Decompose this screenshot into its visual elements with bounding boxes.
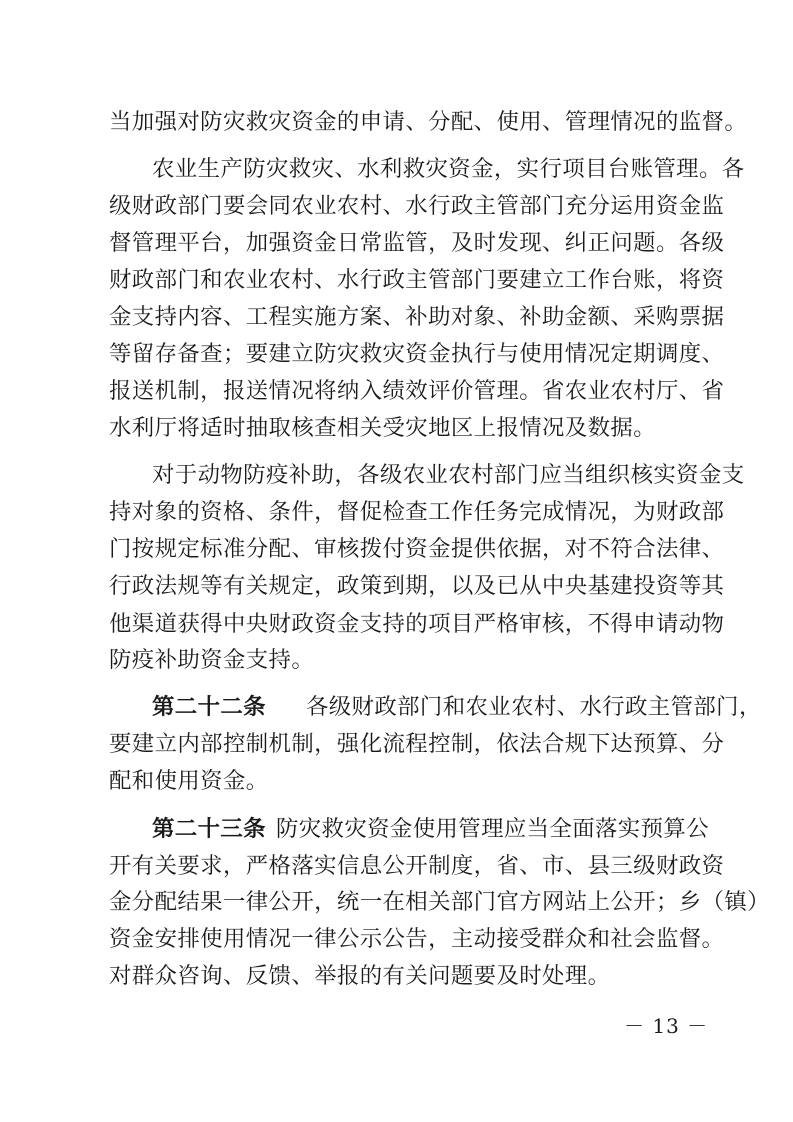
paragraph-line: 持对象的资格、条件，督促检查工作任务完成情况，为财政部 [109, 499, 725, 525]
paragraph-line: 对于动物防疫补助，各级农业农村部门应当组织核实资金支 [152, 462, 745, 488]
paragraph-line: 级财政部门要会同农业农村、水行政主管部门充分运用资金监 [109, 193, 725, 219]
paragraph-line: 开有关要求，严格落实信息公开制度，省、市、县三级财政资 [109, 853, 725, 879]
paragraph-line: 门按规定标准分配、审核拨付资金提供依据，对不符合法律、 [109, 536, 725, 562]
paragraph-line: 行政法规等有关规定，政策到期，以及已从中央基建投资等其 [109, 573, 725, 599]
paragraph-line: 水利厅将适时抽取核查相关受灾地区上报情况及数据。 [109, 415, 656, 441]
paragraph-line: 农业生产防灾救灾、水利救灾资金，实行项目台账管理。各 [152, 156, 745, 182]
paragraph-line: 配和使用资金。 [109, 768, 269, 794]
paragraph-line: 当加强对防灾救灾资金的申请、分配、使用、管理情况的监督。 [109, 109, 748, 135]
paragraph-line: 财政部门和农业农村、水行政主管部门要建立工作台账，将资 [109, 267, 725, 293]
page-number: － 13 － [624, 1014, 709, 1038]
article-23-heading: 第二十三条 [152, 816, 266, 842]
paragraph-line: 等留存备查；要建立防灾救灾资金执行与使用情况定期调度、 [109, 341, 725, 367]
paragraph-line: 要建立内部控制机制，强化流程控制，依法合规下达预算、分 [109, 731, 725, 757]
paragraph-line: 对群众咨询、反馈、举报的有关问题要及时处理。 [109, 963, 611, 989]
article-23-first-line [152, 814, 709, 844]
paragraph-line: 督管理平台，加强资金日常监管，及时发现、纠正问题。各级 [109, 230, 725, 256]
paragraph-line: 防疫补助资金支持。 [109, 647, 315, 673]
article-22-text: 各级财政部门和农业农村、水行政主管部门， [305, 694, 762, 720]
paragraph-line: 金支持内容、工程实施方案、补助对象、补助金额、采购票据 [109, 304, 725, 330]
paragraph-line: 他渠道获得中央财政资金支持的项目严格审核，不得申请动物 [109, 611, 725, 637]
paragraph-line: 资金安排使用情况一律公示公告，主动接受群众和社会监督。 [109, 926, 725, 952]
paragraph-line: 报送机制，报送情况将纳入绩效评价管理。省农业农村厅、省 [109, 378, 725, 404]
article-22-first-line [152, 692, 762, 722]
article-22-heading: 第二十二条 [152, 694, 266, 720]
paragraph-line: 金分配结果一律公开，统一在相关部门官方网站上公开；乡（镇） [109, 889, 770, 915]
article-23-text: 防灾救灾资金使用管理应当全面落实预算公 [275, 816, 709, 842]
